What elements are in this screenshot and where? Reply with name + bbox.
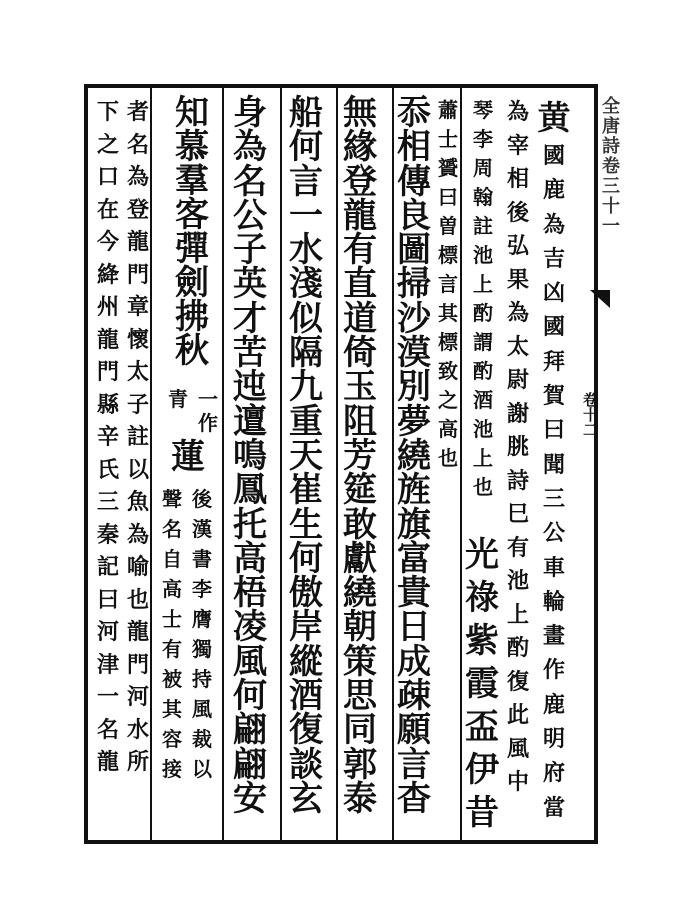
text-column-2 [500,96,536,800]
text-column-9-note [196,387,220,435]
text-column-1 [536,96,572,825]
column-text: 為 宰 相 後 弘 果 為 太 尉 謝 朓 詩 巳 有 池 上 酌 復 此 風 中 [506,99,529,795]
column-text: 國 鹿 為 吉 凶 國 拜 賀 曰 聞 三 公 車 輪 畫 作 鹿 明 府 當 [542,143,565,821]
column-lead-char: 黄 [537,98,571,137]
column-note: 聲 名 自 高 士 有 被 其 容 接 [162,487,182,781]
text-column-9-comm2 [160,484,184,784]
column-text: 蓮 [171,437,205,477]
fishtail-mark [590,290,610,308]
column-rule [222,88,224,840]
margin-title: 全唐詩卷三十一 [599,96,620,236]
text-column-9-note2 [166,387,190,411]
column-rule [280,88,282,840]
column-text: 身 為 名 公 子 英 才 苦 迍 邅 鳴 鳳 托 高 梧 凌 風 何 翩 翩 安 [233,93,267,819]
text-column-6 [340,93,380,819]
column-text: 琴 李 周 翰 註 池 上 酌 謂 酌 酒 池 上 也 [473,98,493,499]
text-column-5 [394,93,434,819]
column-text: 蕭 士 贇 曰 曽 標 言 其 標 致 之 高 也 [438,98,458,470]
text-column-11 [96,96,120,779]
juan-number: 卷十二 [581,392,599,437]
column-text: 船 何 言 一 水 淺 似 隔 九 重 天 崔 生 何 傲 岸 縱 酒 復 談 玄 [289,93,323,819]
column-rule [150,88,152,840]
text-column-8 [230,93,270,819]
text-column-9-lotus [168,437,208,477]
text-column-7 [286,93,326,819]
column-text: 光 祿 紫 霞 盃 伊 昔 [465,535,499,833]
text-column-9-comm1 [190,484,214,784]
column-note: 後 漢 書 李 膺 獨 持 風 裁 以 [192,487,212,781]
column-text: 者 名 為 登 龍 門 章 懷 太 子 註 以 魚 為 喻 也 龍 門 河 水 所 [126,99,149,775]
column-rule [336,88,338,840]
column-note: 一 作 [198,387,218,435]
column-text: 無 緣 登 龍 有 直 道 倚 玉 阻 芳 筵 敢 獻 繞 朝 策 思 同 郭 泰 [343,93,377,819]
column-note: 青 [168,387,188,411]
text-column-4 [430,96,466,473]
text-column-3 [466,96,500,502]
text-column-10 [126,96,150,779]
text-column-4b [462,534,502,835]
column-text: 忝 相 傳 良 圖 掃 沙 漠 別 夢 繞 旌 旗 富 貴 日 成 疎 願 言 杳 [397,93,431,819]
column-text: 下 之 口 在 今 絳 州 龍 門 縣 辛 氏 三 秦 記 曰 河 津 一 名 龍 [96,99,119,775]
text-column-9 [172,93,212,371]
column-text: 知 慕 羣 客 彈 劍 拂 秋 [175,93,209,371]
